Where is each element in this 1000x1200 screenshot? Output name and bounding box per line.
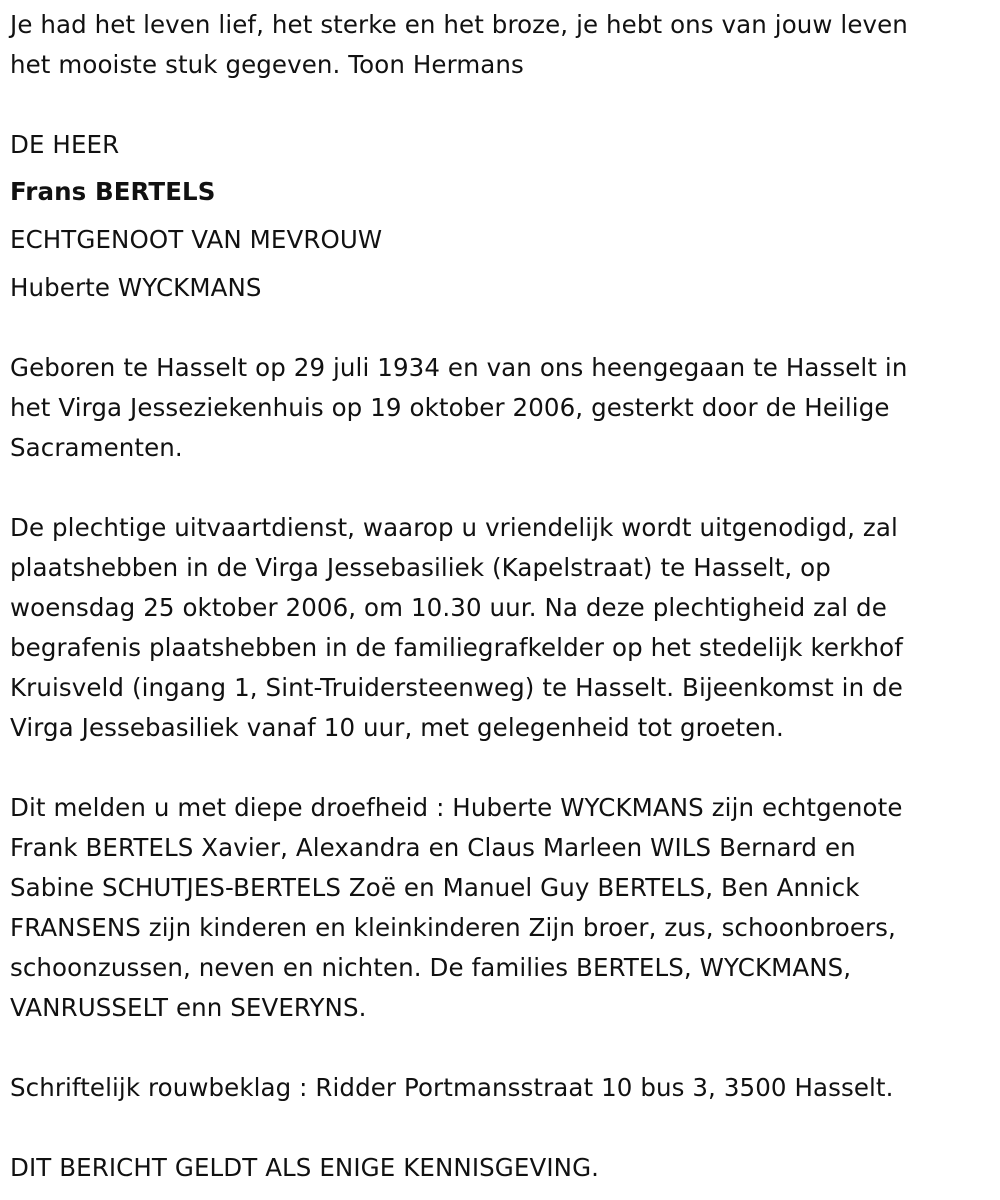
birth-death-line-3: Sacramenten. [10,433,183,462]
family-line-3: Sabine SCHUTJES-BERTELS Zoë en Manuel Guy BERTELS, Ben Annick [10,873,860,902]
condolence-address: Schriftelijk rouwbeklag : Ridder Portmansstraat 10 bus 3, 3500 Hasselt. [10,1073,894,1102]
title-de-heer: DE HEER [10,130,120,159]
family-line-1: Dit melden u met diepe droefheid : Huberte WYCKMANS zijn echtgenote [10,793,903,822]
family-line-6: VANRUSSELT enn SEVERYNS. [10,993,367,1022]
funeral-line-4: begrafenis plaatshebben in de familiegrafkelder op het stedelijk kerkhof [10,633,903,662]
spouse-name: Huberte WYCKMANS [10,273,262,302]
funeral-line-1: De plechtige uitvaartdienst, waarop u vriendelijk wordt uitgenodigd, zal [10,513,898,542]
funeral-line-2: plaatshebben in de Virga Jessebasiliek (Kapelstraat) te Hasselt, op [10,553,831,582]
family-line-5: schoonzussen, neven en nichten. De families BERTELS, WYCKMANS, [10,953,852,982]
deceased-name: Frans BERTELS [10,177,216,206]
relation-label: ECHTGENOOT VAN MEVROUW [10,225,383,254]
funeral-line-6: Virga Jessebasiliek vanaf 10 uur, met gelegenheid tot groeten. [10,713,784,742]
birth-death-line-2: het Virga Jesseziekenhuis op 19 oktober 2006, gesterkt door de Heilige [10,393,890,422]
funeral-line-5: Kruisveld (ingang 1, Sint-Truidersteenweg) te Hasselt. Bijeenkomst in de [10,673,903,702]
funeral-line-3: woensdag 25 oktober 2006, om 10.30 uur. Na deze plechtigheid zal de [10,593,887,622]
birth-death-line-1: Geboren te Hasselt op 29 juli 1934 en van ons heengegaan te Hasselt in [10,353,908,382]
family-line-2: Frank BERTELS Xavier, Alexandra en Claus Marleen WILS Bernard en [10,833,856,862]
quote-line-2: het mooiste stuk gegeven. Toon Hermans [10,50,524,79]
family-line-4: FRANSENS zijn kinderen en kleinkinderen Zijn broer, zus, schoonbroers, [10,913,896,942]
quote-line-1: Je had het leven lief, het sterke en het broze, je hebt ons van jouw leven [10,10,908,39]
notice-line: DIT BERICHT GELDT ALS ENIGE KENNISGEVING. [10,1153,600,1182]
